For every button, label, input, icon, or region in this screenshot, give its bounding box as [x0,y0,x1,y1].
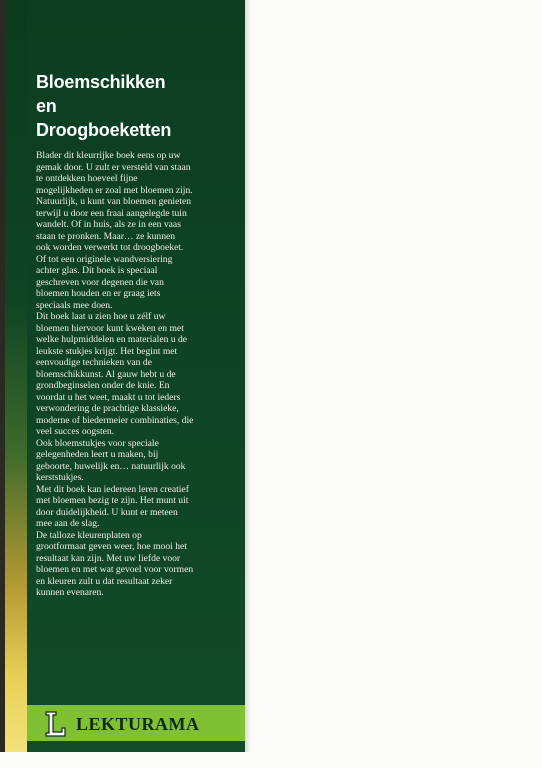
panel-shadow [245,0,251,752]
book-title: Bloemschikken en Droogboeketten [36,72,172,140]
publisher-name: LEKTURAMA [76,714,200,734]
book-description: Blader dit kleurrijke boek eens op uw gemak door. U zult er versteld van staan te ontdekken hoeveel fijne mogelijkheden er zoal met bloemen zijn. Natuurlijk, u kunt van bloemen genieten terwijl u door een fraai aangelegde tuin wandelt. Of in huis, als ze in een vaas staan te pronken. Maar… ze kunnen ook worden verwerkt tot droogboeket. Of tot een originele wandversiering achter glas. Dit boek is speciaal geschreven voor degenen die van bloemen houden en er graag iets speciaals mee doen. Dit boek laat u zien hoe u zélf uw bloemen hiervoor kunt kweken en met welke hulpmiddelen en materialen u de leukste stukjes krijgt. Het begint met eenvoudige technieken van de bloemschikkunst. Al gauw hebt u de grondbeginselen onder de knie. En voordat u het weet, maakt u tot ieders verwondering de prachtige klassieke, moderne of biedermeier combinaties, die veel succes oogsten. Ook bloemstukjes voor speciale gelegenheden leert u maken, bij geboorte, huwelijk en… natuurlijk ook kerststukjes. Met dit boek kan iedereen leren creatief met bloemen bezig te zijn. Het munt uit door duidelijkheid. U kunt er meteen mee aan de slag. De talloze kleurenplaten op grootformaat geven weer, hoe mooi het resultaat kan zijn. Met uw liefde voor bloemen en met wat gevoel voor vormen en kleuren zult u dat resultaat zeker kunnen evenaren. [36,150,194,598]
spine-gradient-strip [5,0,27,752]
blank-cover-area [245,0,542,768]
lekturama-logo-icon [40,708,70,740]
bottom-margin [0,752,245,768]
